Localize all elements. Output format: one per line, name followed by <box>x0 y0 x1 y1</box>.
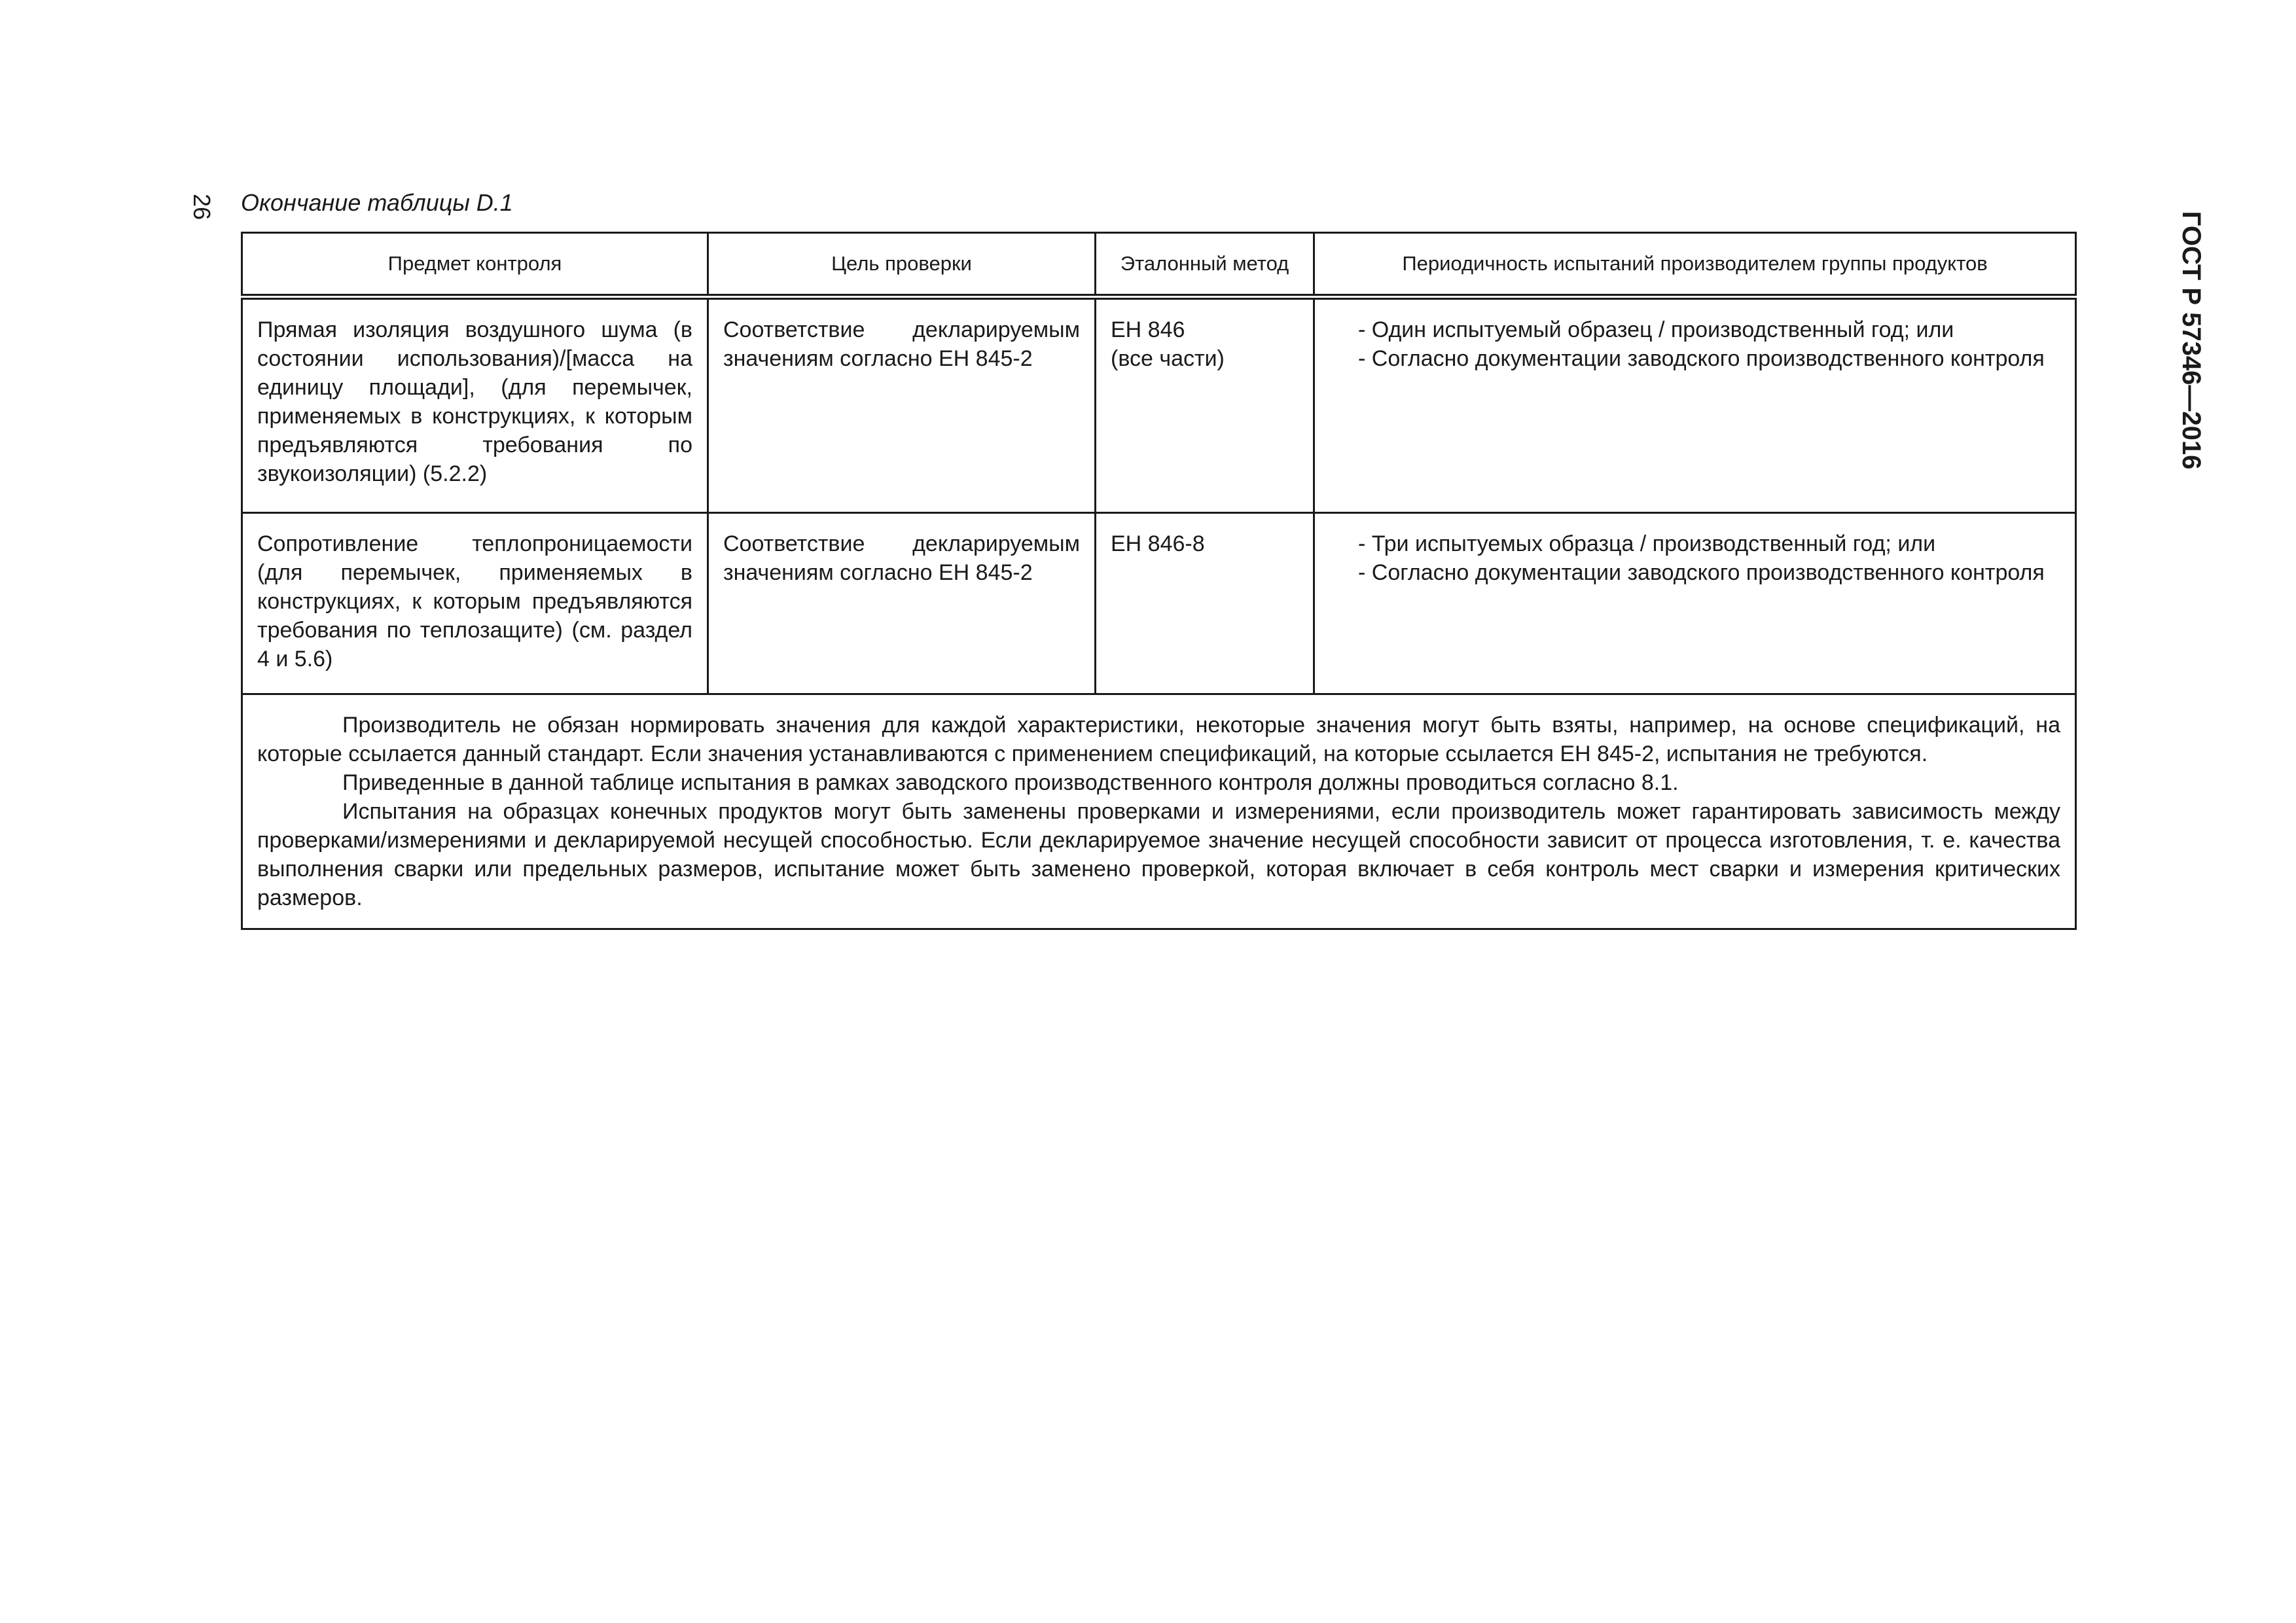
table-row <box>242 297 2076 513</box>
cell-subject: Сопротивление теплопроницаемости (для перемычек, применяемых в конструкциях, к которым предъявляются требования по теплозащите) (см. раздел 4 и 5.6) <box>242 513 708 694</box>
table-notes-row <box>242 694 2076 929</box>
frequency-line: - Согласно документации заводского производственного контроля <box>1358 560 2045 585</box>
cell-subject: Прямая изоляция воздушного шума (в состоянии использования)/[масса на единицу площади], (для перемычек, применяемых в конструкциях, к которым предъявляются требования по звукоизоляции) (5.2.2) <box>242 297 708 513</box>
table-caption: Окончание таблицы D.1 <box>241 189 513 216</box>
table-row <box>242 513 2076 694</box>
cell-purpose: Соответствие декларируемым значениям согласно ЕН 845-2 <box>708 297 1096 513</box>
cell-method <box>1096 297 1314 513</box>
frequency-line: - Три испытуемых образца / производственный год; или <box>1358 531 1936 556</box>
table-header-row <box>242 233 2076 297</box>
method-line: (все части) <box>1111 346 1225 371</box>
frequency-line: - Согласно документации заводского производственного контроля <box>1358 346 2045 371</box>
cell-method <box>1096 513 1314 694</box>
note-paragraph: Приведенные в данной таблице испытания в рамках заводского производственного контроля должны проводиться согласно 8.1. <box>342 770 1679 795</box>
header-frequency: Периодичность испытаний производителем группы продуктов <box>1314 233 2076 297</box>
inspection-table <box>241 232 2077 930</box>
document-code: ГОСТ Р 57346—2016 <box>2177 211 2206 470</box>
page-number: 26 <box>188 193 216 221</box>
frequency-line: - Один испытуемый образец / производственный год; или <box>1358 317 1954 342</box>
note-paragraph: Испытания на образцах конечных продуктов могут быть заменены проверками и измерениями, если производитель может гарантировать зависимость между проверками/измерениями и декларируемой несущей способностью. Если декларируемое значение несущей способности зависит от процесса изготовления, т. е. качества выполнения сварки или предельных размеров, испытание может быть заменено проверкой, которая включает в себя контроль мест сварки и измерения критических размеров. <box>257 799 2060 910</box>
header-purpose: Цель проверки <box>708 233 1096 297</box>
method-line: ЕН 846-8 <box>1111 531 1205 556</box>
method-line: ЕН 846 <box>1111 317 1185 342</box>
cell-frequency <box>1314 297 2076 513</box>
header-subject: Предмет контроля <box>242 233 708 297</box>
table-notes <box>242 694 2076 929</box>
cell-purpose: Соответствие декларируемым значениям согласно ЕН 845-2 <box>708 513 1096 694</box>
cell-frequency <box>1314 513 2076 694</box>
note-paragraph: Производитель не обязан нормировать значения для каждой характеристики, некоторые значения могут быть взяты, например, на основе спецификаций, на которые ссылается данный стандарт. Если значения устанавливаются с применением спецификаций, на которые ссылается ЕН 845-2, испытания не требуются. <box>257 713 2060 766</box>
header-method: Эталонный метод <box>1096 233 1314 297</box>
